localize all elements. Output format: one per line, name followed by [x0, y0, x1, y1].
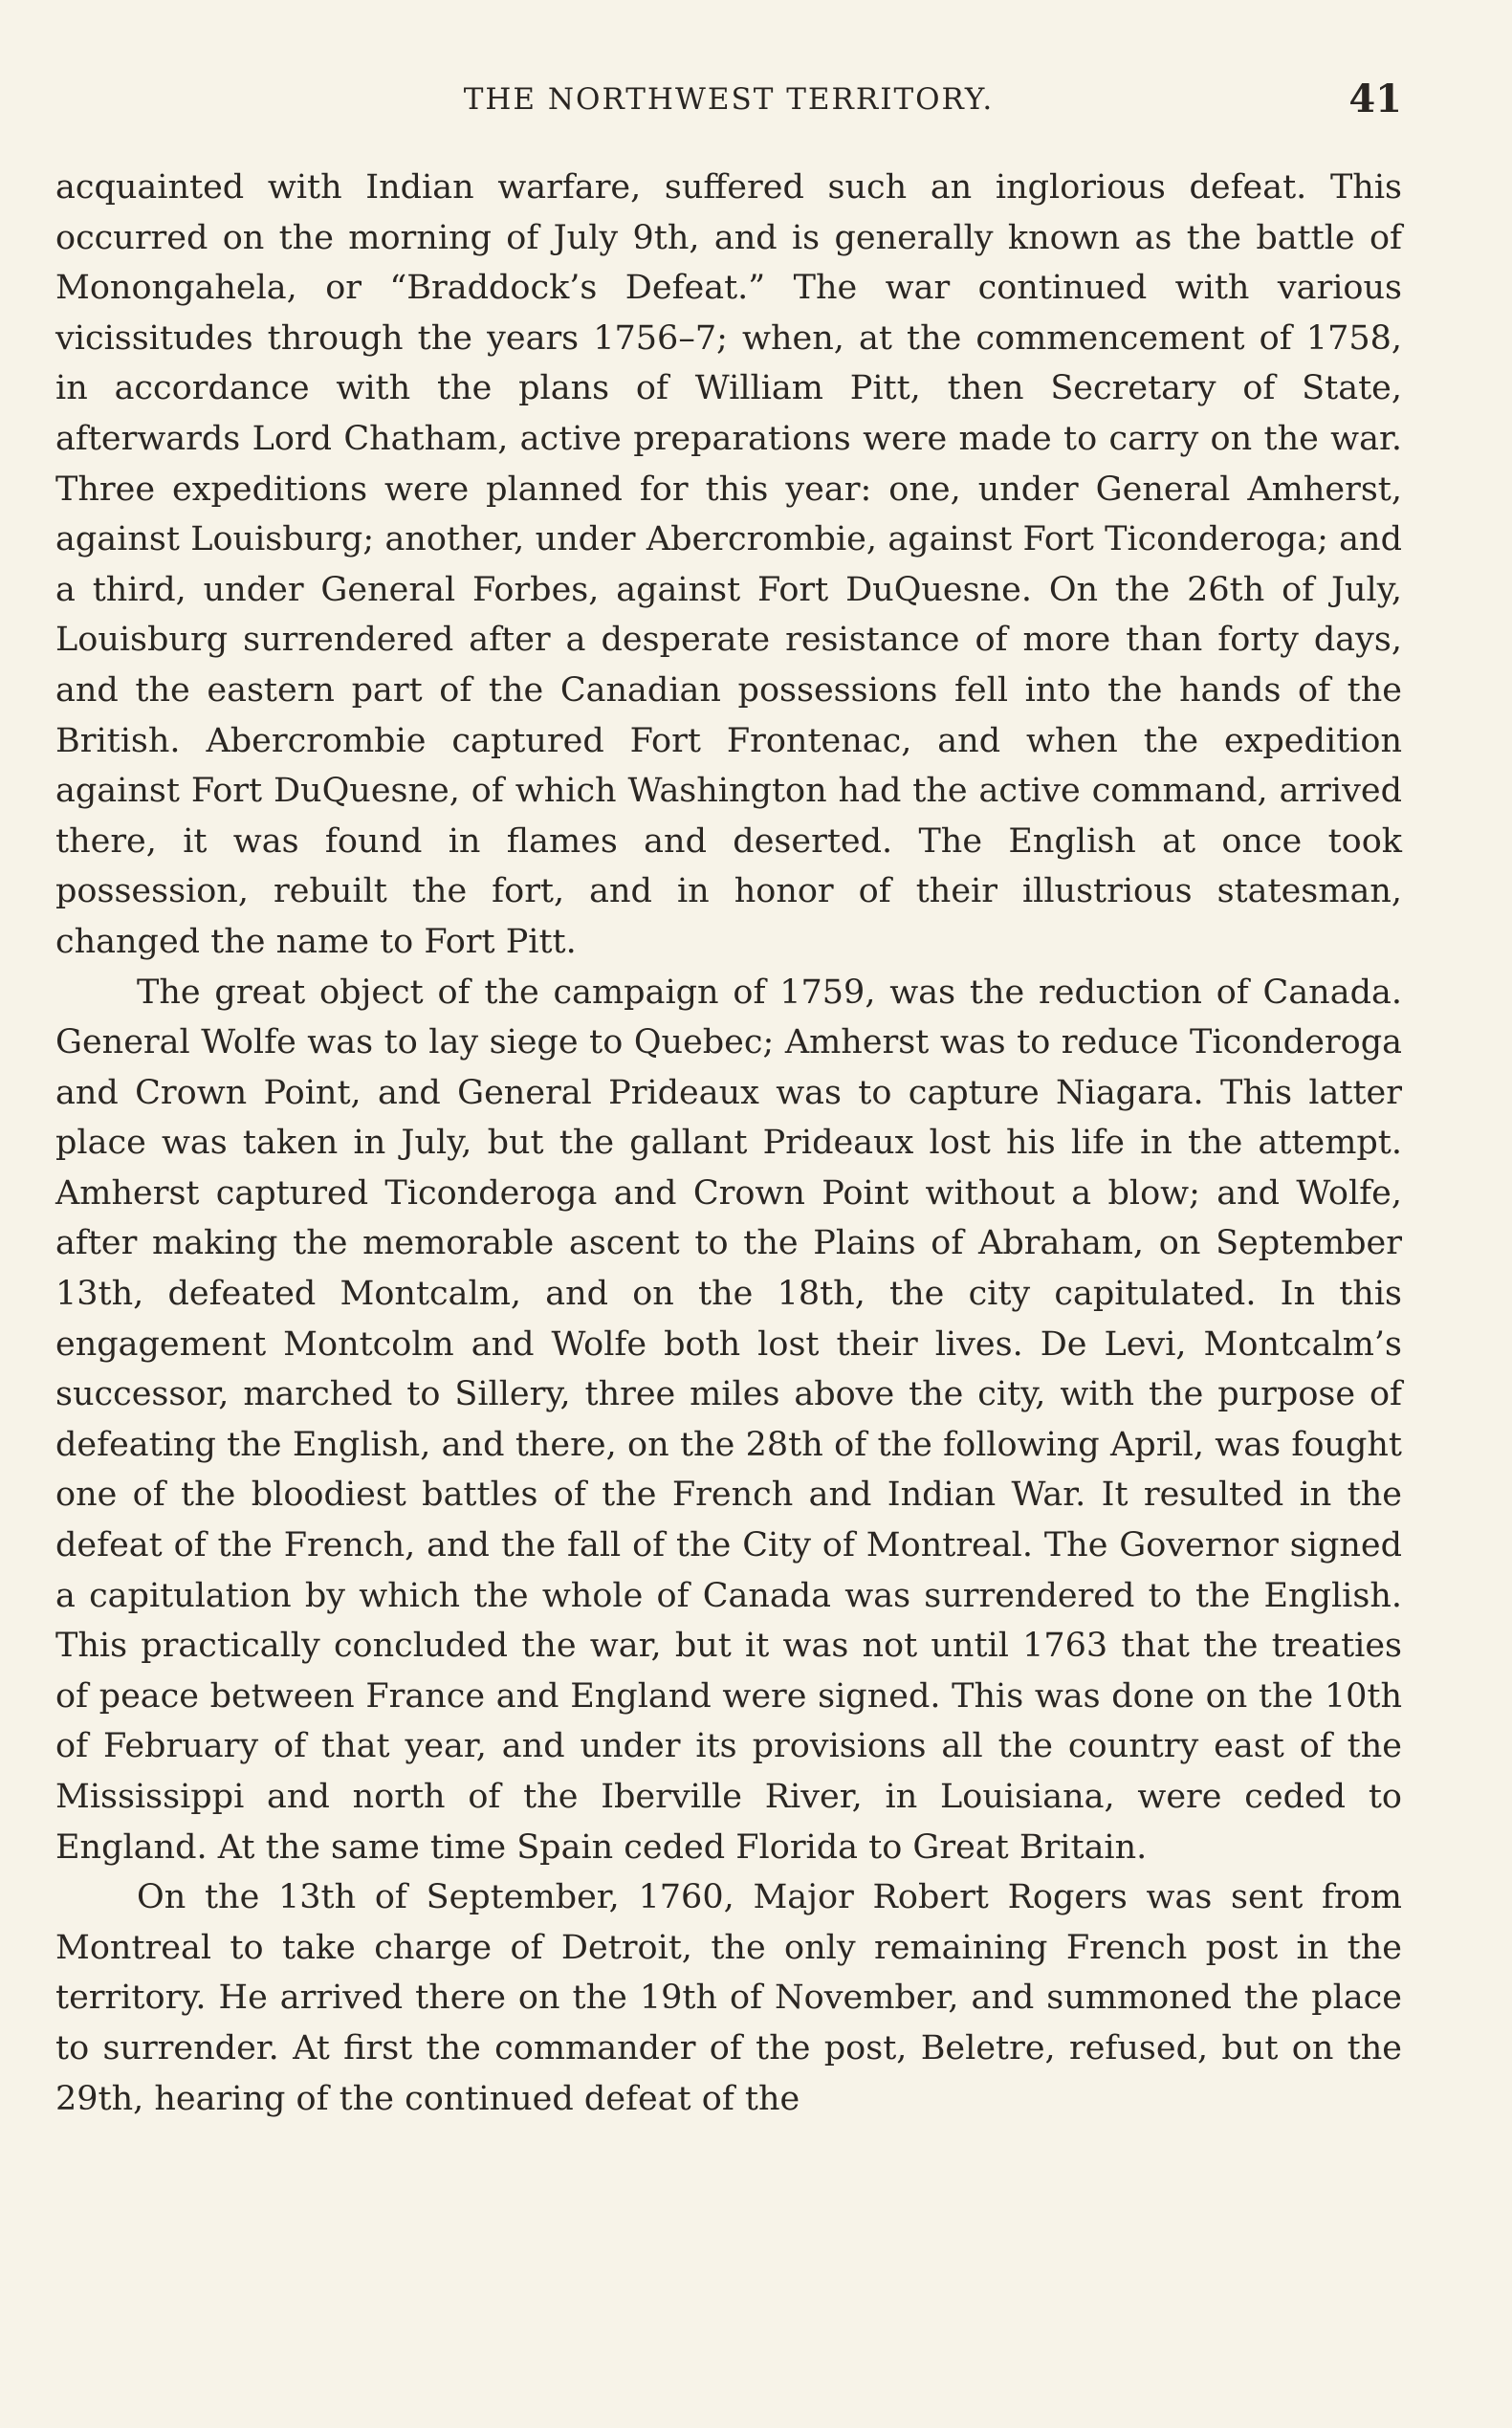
page-number: 41	[1348, 77, 1402, 121]
running-head	[55, 77, 1402, 134]
paragraph-detroit-1760: On the 13th of September, 1760, Major Robert Rogers was sent from Montreal to take charge of Detroit, the only remaining French post in the territory. He arrived there on the 19th of November, and summoned the place to surrender. At first the commander of the post, Beletre, refused, but on the 29th, hearing of the continued defeat of the	[55, 1878, 1402, 2118]
body-text	[55, 163, 1402, 2124]
paragraph-campaign-1759: The great object of the campaign of 1759, was the reduction of Canada. General Wolfe was to lay siege to Quebec; Amherst was to reduce Ticonderoga and Crown Point, and General Prideaux was to capture Niagara. This latter place was taken in July, but the gallant Prideaux lost his life in the attempt. Amherst captured Ticonderoga and Crown Point without a blow; and Wolfe, after making the memorable ascent to the Plains of Abraham, on September 13th, defeated Montcalm, and on the 18th, the city capitulated. In this engagement Montcolm and Wolfe both lost their lives. De Levi, Montcalm’s successor, marched to Sillery, three miles above the city, with the purpose of defeating the English, and there, on the 28th of the following April, was fought one of the bloodiest battles of the French and Indian War. It resulted in the defeat of the French, and the fall of the City of Montreal. The Governor signed a capitulation by which the whole of Canada was surrendered to the English. This practically concluded the war, but it was not until 1763 that the treaties of peace between France and England were signed. This was done on the 10th of February of that year, and under its provisions all the country east of the Mississippi and north of the Iberville River, in Louisiana, were ceded to England. At the same time Spain ceded Florida to Great Britain.	[55, 973, 1402, 1867]
running-title: THE NORTHWEST TERRITORY.	[463, 82, 995, 117]
paragraph-continued: acquainted with Indian warfare, suffered such an inglorious defeat. This occurred on the morning of July 9th, and is generally known as the battle of Monongahela, or “Braddock’s Defeat.” The war continued with various vicissitudes through the years 1756–7; when, at the commencement of 1758, in accordance with the plans of William Pitt, then Secretary of State, afterwards Lord Chatham, active preparations were made to carry on the war. Three expeditions were planned for this year: one, under General Amherst, against Louisburg; another, under Abercrombie, against Fort Ticonderoga; and a third, under General Forbes, against Fort DuQuesne. On the 26th of July, Louisburg surrendered after a desperate resistance of more than forty days, and the eastern part of the Canadian possessions fell into the hands of the British. Abercrombie captured Fort Frontenac, and when the expedition against Fort DuQuesne, of which Washington had the active command, arrived there, it was found in flames and deserted. The English at once took possession, rebuilt the fort, and in honor of their illustrious statesman, changed the name to Fort Pitt.	[55, 168, 1402, 961]
